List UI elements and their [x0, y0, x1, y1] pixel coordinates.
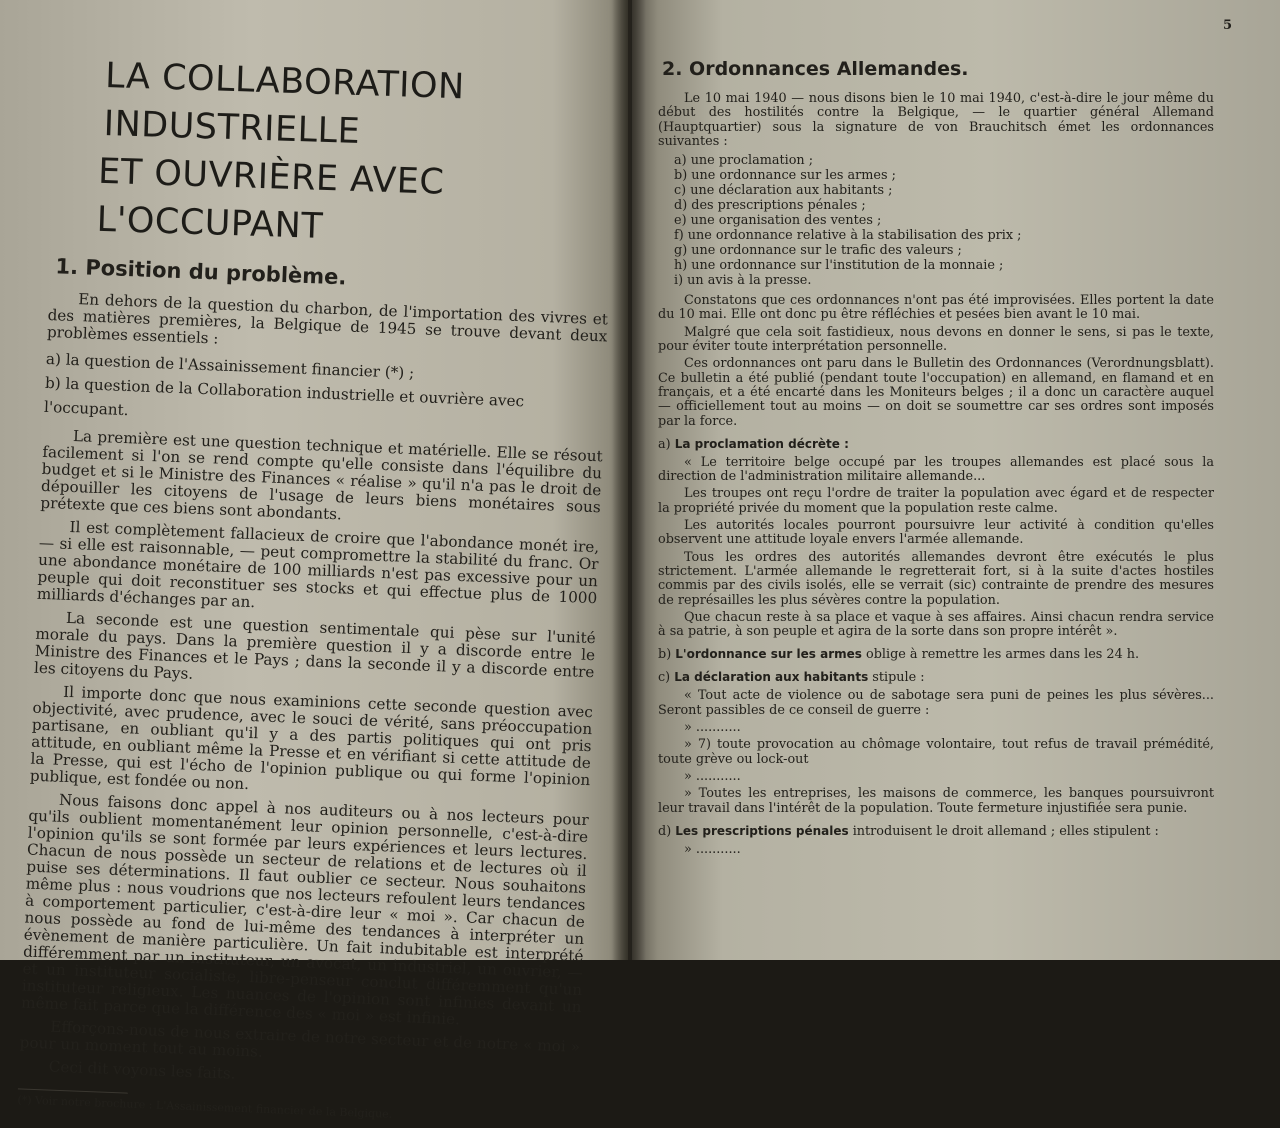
subsection-d [658, 824, 1214, 839]
quote: Les troupes ont reçu l'ordre de traiter la population avec égard et de respecter la propriété privée du moment que la population reste calme. [658, 486, 1214, 516]
quote: « Le territoire belge occupé par les troupes allemandes est placé sous la direction de l'administration militaire allemande... [658, 454, 1214, 485]
title-line-2: ET OUVRIÈRE AVEC L'OCCUPANT [96, 151, 445, 247]
paragraph: Ceci dit voyons les faits. [48, 1057, 236, 1083]
section-heading-1: 1. Position du problème. [55, 254, 347, 290]
list-item: b) une ordonnance sur les armes ; [674, 168, 896, 184]
paragraph: Nous faisons donc appel à nos auditeurs ou à nos lecteurs pour qu'ils oublient momentanément leur opinion personnelle, c'est-à-dire l'opinion qu'ils se sont formée par leurs expériences et leurs lectures. Chacun de nous possède un secteur de relations et de lectures où il puise ses déterminations. Il faut oublier ce secteur. Nous souhaitons même plus : nous voudrions que nos lecteurs refoulent leurs tendances à comportement particulier, c'est-à-dire leur « moi ». Car chacun de nous possède au fond de lui-même des tendances à interpréter un évènement de manière particulière. Un fait indubitable est interprété différemment par un instituteur, un avocat, un industriel, un ouvrier, — et un instituteur socialiste, libre-penseur conclut différemment qu'un instituteur religieux. Les nuances de l'opinion sont infinies devant un même fait parce que la différence des « moi » est infinie. [20, 790, 590, 1029]
list-item: c) une déclaration aux habitants ; [674, 183, 893, 199]
problem-list [44, 347, 606, 440]
footnote-text: (*) Voir notre brochure : L'Assainissement financier de la Belgique. [17, 1093, 393, 1121]
subsection-letter: d) [658, 823, 672, 839]
paragraph: Ces ordonnances ont paru dans le Bulletin des Ordonnances (Verordnungsblatt). Ce bulletin a été publié (pendant toute l'occupation) en allemand, en flamand et en français, et a été encarté dans les Moniteurs belges ; il a donc un caractère auquel — officiellement tout au moins — on doit se soumettre car ses ordres sont imposés par la force. [658, 356, 1214, 429]
subsection-title: La déclaration aux habitants [674, 670, 869, 685]
quote: Que chacun reste à sa place et vaque à ses affaires. Ainsi chacun rendra service à sa patrie, à son peuple et agira de la sorte dans son propre intérêt ». [658, 609, 1214, 640]
list-item: e) une organisation des ventes ; [674, 213, 882, 229]
quote: » Toutes les entreprises, les maisons de commerce, les banques poursuivront leur travail dans l'intérêt de la population. Toute fermeture injustifiée sera punie. [658, 786, 1214, 816]
list-item: a) une proclamation ; [674, 153, 814, 169]
list-item: f) une ordonnance relative à la stabilisation des prix ; [674, 228, 1022, 244]
paragraph: Constatons que ces ordonnances n'ont pas été improvisées. Elles portent la date du 10 mai. Elle ont donc pu être réfléchies et pesées bien avant le 10 mai. [658, 293, 1214, 323]
subsection-letter: c) [658, 670, 671, 686]
right-body [658, 92, 1214, 857]
subsection-b [658, 647, 1214, 662]
subsection-text: introduisent le droit allemand ; elles stipulent : [852, 823, 1159, 839]
subsection-letter: b) [658, 647, 672, 663]
subsection-title: L'ordonnance sur les armes [675, 647, 862, 662]
book-gutter [612, 0, 646, 960]
paragraph: La première est une question technique et matérielle. Elle se résout facilement si l'on se rend compte qu'elle consiste dans l'équilibre du budget et si le Ministre des Finances « réalise » qu'il n'a pas le droit de dépouiller les citoyens de l'usage de leurs biens monétaires sous prétexte que ces biens sont abondants. [40, 427, 603, 524]
quote: » 7) toute provocation au chômage volontaire, tout refus de travail prémédité, toute grève ou lock-out [658, 737, 1214, 767]
list-item: g) une ordonnance sur le trafic des valeurs ; [674, 243, 962, 259]
left-body [17, 254, 609, 1128]
list-item: b) la question de la Collaboration industrielle et ouvrière avec l'occupant. [43, 373, 525, 420]
section-heading-2: 2. Ordonnances Allemandes. [662, 58, 969, 80]
subsection-title: Les prescriptions pénales [675, 823, 849, 838]
subsection-text: stipule : [872, 670, 925, 686]
list-item: i) un avis à la presse. [674, 273, 812, 289]
quote: » ........... [684, 768, 741, 784]
footnote [17, 1088, 393, 1121]
list-item: d) des prescriptions pénales ; [674, 198, 866, 214]
title-line-1: LA COLLABORATION INDUSTRIELLE [103, 55, 466, 153]
paragraph: Malgré que cela soit fastidieux, nous devons en donner le sens, si pas le texte, pour éviter toute interprétation personnelle. [658, 324, 1214, 355]
quote: Les autorités locales pourront poursuivre leur activité à condition qu'elles observent une attitude loyale envers l'armée allemande. [658, 518, 1214, 548]
quote: » ........... [684, 720, 741, 736]
right-page [632, 0, 1280, 960]
page-title [96, 52, 628, 260]
subsection-letter: a) [658, 436, 671, 452]
subsection-c [658, 670, 1214, 685]
page-number: 5 [1222, 18, 1232, 33]
subsection-a [658, 437, 1214, 452]
list-item: h) une ordonnance sur l'institution de la monnaie ; [674, 258, 1004, 274]
paragraph: La seconde est une question sentimentale qui pèse sur l'unité morale du pays. Dans la première question il y a discorde entre le Ministre des Finances et le Pays ; dans la seconde il y a discorde entre les citoyens du Pays. [33, 608, 596, 683]
quote: « Tout acte de violence ou de sabotage sera puni de peines les plus sévères... Seront passibles de ce conseil de guerre : [658, 688, 1214, 718]
paragraph: Efforçons-nous de nous extraire de notre secteur et de notre « moi » pour un moment tout au moins. [19, 1017, 581, 1061]
list-item: a) la question de l'Assainissement financier (*) ; [45, 349, 415, 383]
left-page [0, 0, 628, 1121]
intro-paragraph: En dehors de la question du charbon, de l'importation des vivres et des matières premières, la Belgique de 1945 se trouve devant deux problèmes essentiels : [46, 290, 609, 348]
subsection-title: La proclamation décrète : [674, 436, 849, 451]
quote: » ........... [684, 841, 741, 857]
paragraph: Il est complètement fallacieux de croire que l'abondance monét ire, — si elle est raisonnable, — peut compromettre la stabilité du franc. Or une abondance monétaire de 100 milliards n'est pas excessive pour un peuple qui doit reconstituer ses stocks et qui effectue plus de 1000 milliards d'échanges par an. [36, 517, 600, 612]
quote: Tous les ordres des autorités allemandes devront être exécutés le plus strictement. L'armée allemande le regretterait fort, si à la suite d'actes hostiles commis par des civils isolés, elle se verrait (sic) contrainte de prendre des mesures de représailles les plus sévères contre la population. [658, 549, 1214, 608]
subsection-text: oblige à remettre les armes dans les 24 h. [865, 647, 1140, 663]
intro-paragraph: Le 10 mai 1940 — nous disons bien le 10 mai 1940, c'est-à-dire le jour même du début des hostilités contre la Belgique, — le quartier général Allemand (Hauptquartier) sous la signature de von Brauchitsch émet les ordonnances suivantes : [658, 91, 1214, 149]
paragraph: Il importe donc que nous examinions cette seconde question avec objectivité, avec prudence, avec le souci de vérité, sans préoccupation partisane, en oubliant qu'il y a des partis politiques qui ont pris attitude, en oubliant même la Presse et en vérifiant si cette attitude de la Presse, qui est l'écho de l'opinion publique ou qui forme l'opinion publique, est fondée ou non. [29, 682, 594, 794]
ordinance-list [674, 153, 1214, 288]
